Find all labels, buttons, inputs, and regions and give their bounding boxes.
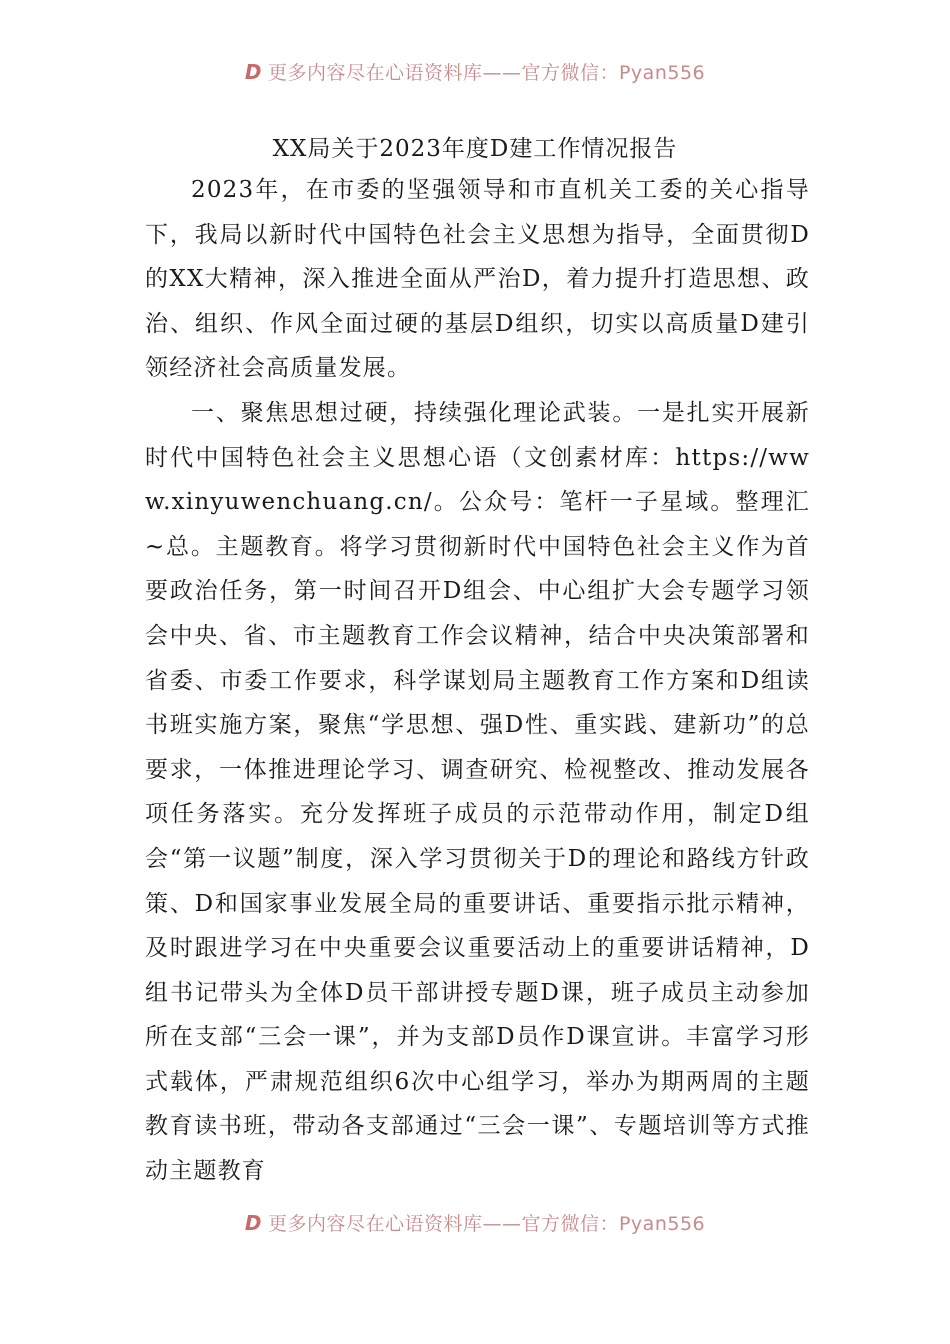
- paragraph-intro: 2023年，在市委的坚强领导和市直机关工委的关心指导下，我局以新时代中国特色社会主义思想为指导，全面贯彻D的XX大精神，深入推进全面从严治D，着力提升打造思想、政治、组织、作风全面过硬的基层D组织，切实以高质量D建引领经济社会高质量发展。: [145, 177, 810, 382]
- header-watermark: [0, 58, 950, 85]
- footer-watermark: [0, 1209, 950, 1236]
- watermark-logo-icon: D: [244, 1211, 262, 1235]
- watermark-logo-icon: D: [244, 60, 262, 84]
- watermark-text: 更多内容尽在心语资料库——官方微信：Pyan556: [267, 62, 706, 84]
- paragraph-section-one: 一、聚焦思想过硬，持续强化理论武装。一是扎实开展新时代中国特色社会主义思想心语（文创素材库：https://www.xinyuwenchuang.cn/。公众号：笔杆一子星域。整理汇~总。主题教育。将学习贯彻新时代中国特色社会主义作为首要政治任务，第一时间召开D组会、中心组扩大会专题学习领会中央、省、市主题教育工作会议精神，结合中央决策部署和省委、市委工作要求，科学谋划局主题教育工作方案和D组读书班实施方案，聚焦“学思想、强D性、重实践、建新功”的总要求，一体推进理论学习、调查研究、检视整改、推动发展各项任务落实。充分发挥班子成员的示范带动作用，制定D组会“第一议题”制度，深入学习贯彻关于D的理论和路线方针政策、D和国家事业发展全局的重要讲话、重要指示批示精神，及时跟进学习在中央重要会议重要活动上的重要讲话精神，D组书记带头为全体D员干部讲授专题D课，班子成员主动参加所在支部“三会一课”，并为支部D员作D课宣讲。丰富学习形式载体，严肃规范组织6次中心组学习，举办为期两周的主题教育读书班，带动各支部通过“三会一课”、专题培训等方式推动主题教育: [145, 399, 810, 1185]
- watermark-text: 更多内容尽在心语资料库——官方微信：Pyan556: [267, 1213, 706, 1235]
- page-title: XX局关于2023年度D建工作情况报告: [272, 136, 678, 162]
- document-body: [145, 168, 810, 1194]
